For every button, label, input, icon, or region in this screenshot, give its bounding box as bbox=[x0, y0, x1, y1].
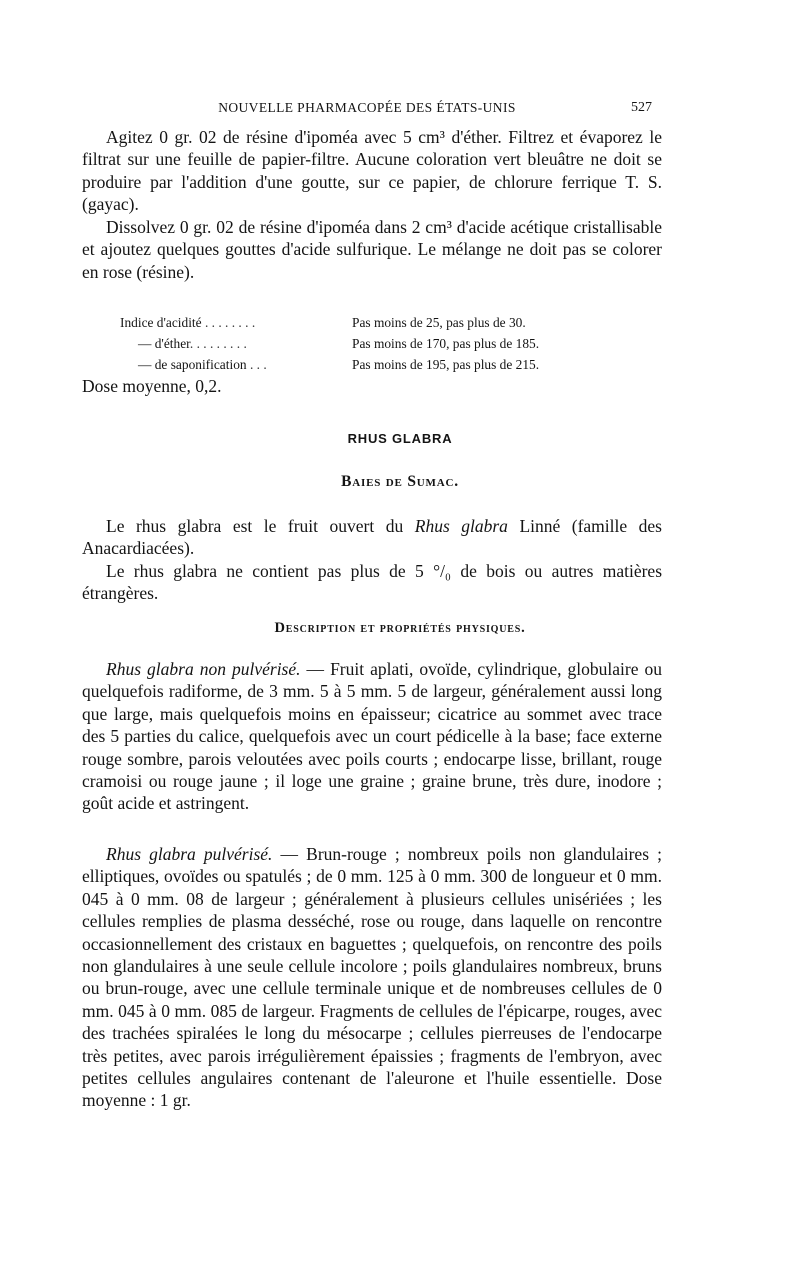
row-label: — de saponification bbox=[138, 356, 247, 372]
running-title: NOUVELLE PHARMACOPÉE DES ÉTATS-UNIS bbox=[218, 100, 516, 115]
paragraph-ether-test: Agitez 0 gr. 02 de résine d'ipoméa avec 5 cm³ d'éther. Filtrez et évaporez le filtrat sur une feuille de papier-filtre. Aucune coloration vert bleuâtre ne doit se produire par l'addition d'une goutte, sur ce papier, de chlorure ferrique T. S. (gayac). bbox=[82, 127, 662, 215]
dose-line: Dose moyenne, 0,2. bbox=[82, 376, 222, 396]
table-row bbox=[120, 354, 640, 375]
row-value: Pas moins de 25, pas plus de 30. bbox=[352, 314, 526, 330]
paragraph-definition: Le rhus glabra est le fruit ouvert du Rhus glabra Linné (famille des Anacardiacées). bbox=[82, 516, 662, 559]
row-value: Pas moins de 170, pas plus de 185. bbox=[352, 335, 540, 351]
leader-dots: . . . . . . . . . bbox=[189, 335, 247, 351]
row-value: Pas moins de 195, pas plus de 215. bbox=[352, 356, 540, 372]
page-number: 527 bbox=[631, 100, 652, 115]
constants-table bbox=[120, 312, 640, 375]
paragraph-powder: Rhus glabra pulvérisé. — Brun-rouge ; nombreux poils non glandulaires ; elliptiques, ovoïdes ou spatulés ; de 0 mm. 125 à 0 mm. 300 de longueur et 0 mm. 045 à 0 mm. 08 de largeur ; généralement à plusieurs cellules unisériées ; les cellules remplies de plasma desséché, rose ou rouge, dans laquelle on rencontre occasionnellement des cristaux en baguettes ; quelquefois, on rencontre des poils non glandulaires à une seule cellule incolore ; poils glandulaires nombreux, bruns ou brun-rouge, avec une cellule terminale unique et de nombreuses cellules de 0 mm. 045 à 0 mm. 085 de largeur. Fragments de cellules de l'épicarpe, rouges, avec des trachées spiralées le long du mésocarpe ; cellules pierreuses de l'endocarpe très petites, avec parois irrégulièrement épaissies ; fragments de l'embryon, avec petites cellules angulaires contenant de l'aleurone et l'huile essentielle. Dose moyenne : 1 gr. bbox=[82, 844, 662, 1111]
lead-powder: Rhus glabra pulvérisé. bbox=[106, 844, 273, 864]
paragraph-foreign-matter: Le rhus glabra ne contient pas plus de 5 °/₀ de bois ou autres matières étrangères. bbox=[82, 561, 662, 604]
section-title: RHUS GLABRA bbox=[347, 431, 453, 446]
running-header bbox=[82, 100, 652, 120]
row-label: — d'éther bbox=[138, 335, 190, 351]
description-heading: Description et propriétés physiques. bbox=[274, 620, 526, 636]
species-name: Rhus glabra bbox=[414, 516, 508, 536]
table-row bbox=[120, 333, 640, 354]
leader-dots: . . . . . . . . bbox=[201, 314, 256, 330]
paragraph-whole-fruit: Rhus glabra non pulvérisé. — Fruit aplati, ovoïde, cylindrique, globulaire ou quelquefois radiforme, de 3 mm. 5 à 5 mm. 5 de largeur, généralement aussi long que large, mais quelquefois moins en épaisseur; cicatrice au sommet avec trace des 5 parties du calice, quelquefois avec un court pédicelle à la base; face externe rouge sombre, parois veloutées avec poils courts ; endocarpe lisse, brillant, rouge cramoisi ou rouge jaune ; il loge une graine ; graine brune, très dure, inodore ; goût acide et astringent. bbox=[82, 659, 662, 814]
leader-dots: . . . bbox=[246, 356, 267, 372]
section-subtitle: Baies de Sumac. bbox=[341, 473, 459, 490]
lead-whole: Rhus glabra non pulvérisé. bbox=[106, 659, 301, 679]
paragraph-acetic-test: Dissolvez 0 gr. 02 de résine d'ipoméa dans 2 cm³ d'acide acétique cristallisable et ajoutez quelques gouttes d'acide sulfurique. Le mélange ne doit pas se colorer en rose (résine). bbox=[82, 217, 662, 282]
row-label: Indice d'acidité bbox=[120, 314, 202, 330]
table-row bbox=[120, 312, 640, 333]
